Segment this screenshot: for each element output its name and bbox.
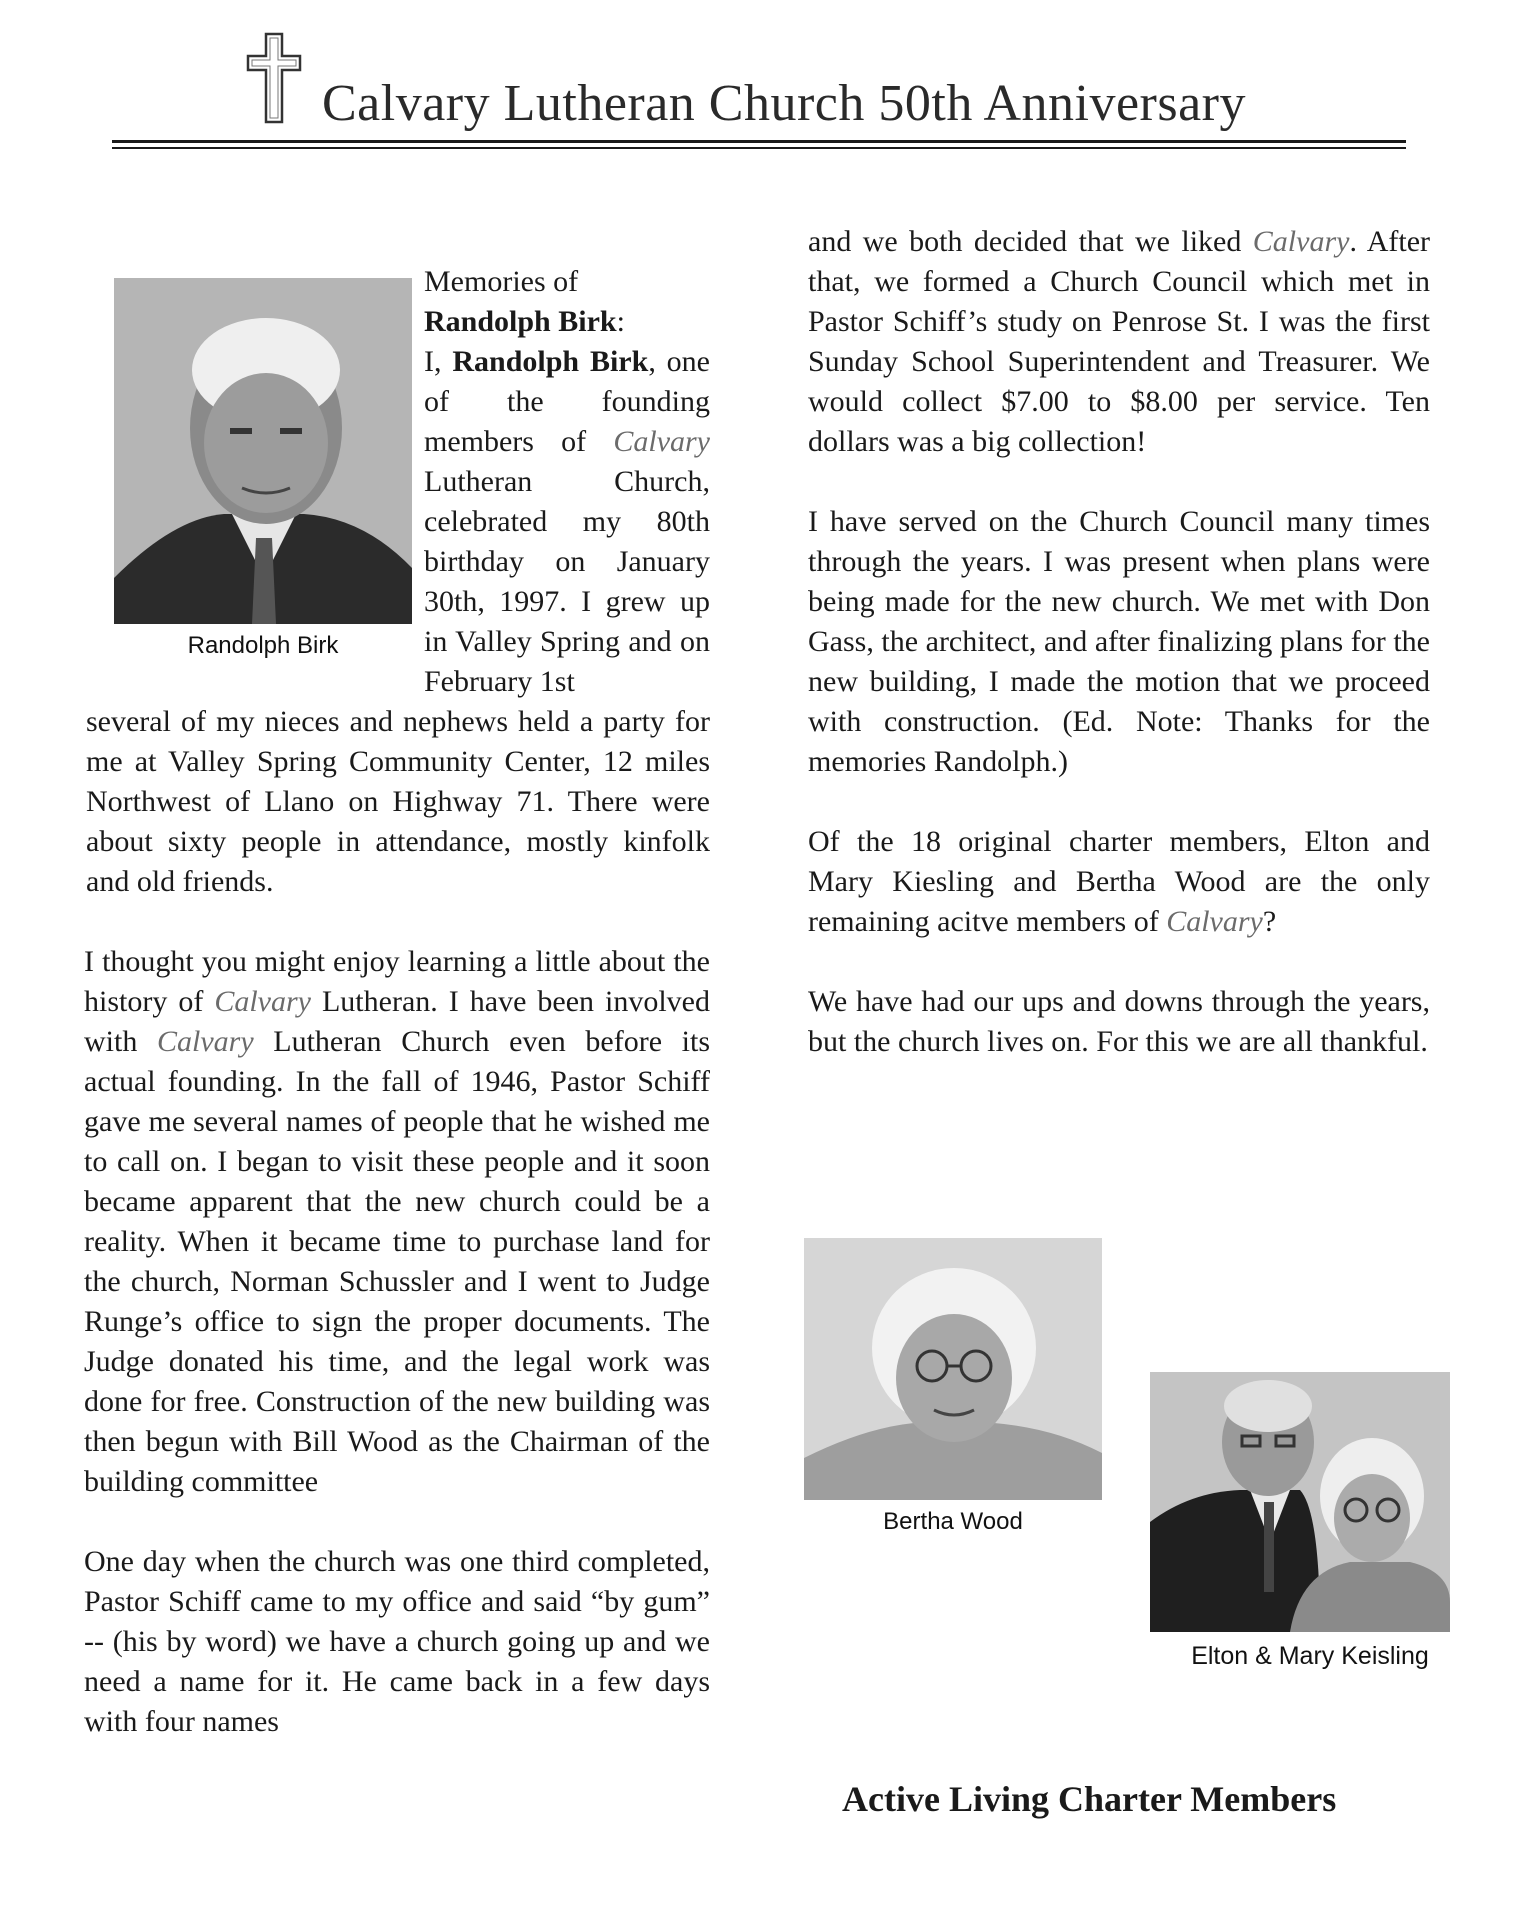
article-intro <box>424 262 710 702</box>
right-column <box>808 222 1430 1062</box>
paragraph-charter <box>808 822 1430 942</box>
paragraph-closing: We have had our ups and downs through the years, but the church lives on. For this we are all thankful. <box>808 985 1430 1058</box>
intro-line: Memories of <box>424 265 579 298</box>
page-title: Calvary Lutheran Church 50th Anniversary <box>322 75 1246 132</box>
para1-text-b: Lutheran Church, celebrated my 80th birthday on January 30th, 1997. I grew up in Valley Spring and on February 1st <box>424 465 710 698</box>
calvary-word: Calvary <box>613 425 710 458</box>
para2-text-c: Lutheran Church even before its actual founding. In the fall of 1946, Pastor Schiff gave me several names of people that he wished me to call on. I began to visit these people and it soon became apparent that the new church could be a reality. When it became time to purchase land for the church, Norman Schussler and I went to Judge Runge’s office to sign the proper documents. The Judge donated his time, and the legal work was done for free. Construction of the new building was then begun with Bill Wood as the Chairman of the building committee <box>84 1025 711 1498</box>
intro-colon: : <box>616 305 625 338</box>
right-p1-text-b: . After that, we formed a Church Council which met in Pastor Schiff’s study on Penrose St. I was the first Sunday School Superintendent and Treasurer. We would collect $7.00 to $8.00 per service. Ten dollars was a big collection! <box>808 225 1430 458</box>
article-intro-continued: several of my nieces and nephews held a party for me at Valley Spring Community Center, 12 miles Northwest of Llano on Highway 71. There were about sixty people in attendance, mostly kinfolk and old friends. <box>86 705 710 898</box>
section-heading: Active Living Charter Members <box>842 1779 1337 1819</box>
paragraph-naming: One day when the church was one third completed, Pastor Schiff came to my office and said “by gum” -- (his by word) we have a church going up and we need a name for it. He came back in a few days with four names <box>84 1545 710 1738</box>
elton-mary-keisling-caption: Elton & Mary Keisling <box>1191 1642 1429 1670</box>
randolph-birk-photo <box>114 278 412 624</box>
right-p3-text-a: Of the 18 original charter members, Elton and Mary Kiesling and Bertha Wood are the only remaining acitve members of <box>808 825 1430 938</box>
elton-mary-keisling-photo <box>1150 1372 1450 1632</box>
calvary-word: Calvary <box>1252 225 1350 258</box>
para2-text-b: Lutheran. I have been involved with <box>84 985 710 1058</box>
para1-name: Randolph Birk <box>452 345 649 378</box>
intro-name: Randolph Birk <box>424 305 617 338</box>
bertha-wood-photo <box>804 1238 1102 1500</box>
randolph-birk-caption: Randolph Birk <box>187 632 339 659</box>
left-column <box>84 942 710 1742</box>
calvary-word: Calvary <box>156 1025 254 1058</box>
para1-text-a: , one of the founding members of <box>424 345 710 458</box>
calvary-word: Calvary <box>1166 905 1263 938</box>
paragraph-served: I have served on the Church Council many times through the years. I was present when plans were being made for the new church. We met with Don Gass, the architect, and after finalizing plans for the new building, I made the motion that we proceed with construction. (Ed. Note: Thanks for the memories Randolph.) <box>808 505 1430 778</box>
bertha-wood-caption: Bertha Wood <box>883 1508 1023 1535</box>
header-rule <box>112 140 1406 143</box>
cross-icon <box>244 30 304 126</box>
paragraph-council <box>808 222 1430 462</box>
right-p1-text-a: and we both decided that we liked <box>808 225 1253 258</box>
para1-start: I, <box>424 345 453 378</box>
para2-text-a: I thought you might enjoy learning a little about the history of <box>84 945 710 1018</box>
header-rule-thin <box>112 147 1406 149</box>
right-p3-text-b: ? <box>1262 905 1277 938</box>
calvary-word: Calvary <box>214 985 311 1018</box>
paragraph-history <box>84 942 710 1502</box>
